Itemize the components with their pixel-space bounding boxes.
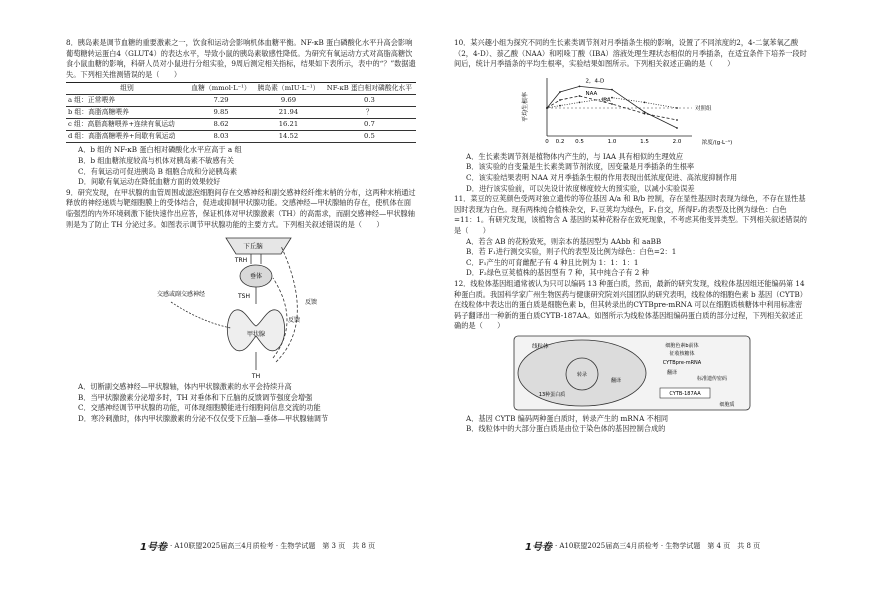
table-cell: 0.7	[323, 119, 416, 131]
q9-stem: 9．研究发现，在甲状腺的血管周围或滤泡细胞间存在交感神经和副交感神经纤维末梢的分布，这两种末梢通过释放的神经递质与靶细胞膜上的受体结合，促进或抑制甲状腺功能。交感神经—甲状腺轴的存在，使机体在面临强烈的内外环境刺激下能快速作出应答，保证机体对甲状腺激素（TH）的高需求，而副交感神经—甲状腺轴则是为了防止 TH 分泌过多。如图表示调节甲状腺功能的主要方式。下列相关叙述错误的是（ ）	[66, 187, 416, 229]
q9-option-a: A．切断副交感神经—甲状腺轴，体内甲状腺激素的水平会持续升高	[78, 382, 292, 392]
th-label: TH	[251, 373, 261, 381]
table-cell: d 组：高脂高糖喂养+间歇有氧运动	[66, 131, 188, 143]
table-cell: 9.85	[188, 107, 254, 119]
q12-option-a: A．基因 CYTB 编码两种蛋白质时，转录产生的 mRNA 不相同	[466, 413, 669, 423]
q10-option-a: A．生长素类调节剂是植物体内产生的，与 IAA 具有相似的生理效应	[466, 151, 684, 161]
q10-option-b: B．该实验的自变量是生长素类调节剂浓度，因变量是月季插条的生根率	[466, 162, 695, 172]
mitochondria-diagram	[512, 334, 752, 412]
table-cell: ？	[323, 107, 416, 119]
ribosome-label: 征收核糖体	[668, 350, 695, 357]
data-point	[578, 85, 580, 87]
table-cell: 0.3	[323, 95, 416, 107]
q11-stem: 11．菜豆的豆荚颜色受两对独立遗传的等位基因 A/a 和 B/b 控制，存在显性基因时表现为绿色，不存在显性基因时表现为白色。现有两株纯合植株杂交，F₁豆荚均为绿色，F₁自交，所得F₂的表型及比例为绿色：白色=11：1。有研究发现，该植物含 A 基因的某种花粉存在致死现象，不考虑其他变异类型。下列相关叙述错误的是（ ）	[454, 194, 807, 235]
table-cell: 16.21	[254, 119, 323, 131]
thyroid-axis-diagram	[141, 232, 341, 380]
data-point	[559, 99, 561, 101]
q11-option-b: B．若 F₁进行测交实验，则子代的表型及比例为绿色：白色=2：1	[466, 247, 677, 257]
data-point	[578, 101, 580, 103]
table-row	[66, 131, 416, 143]
logo: 1号卷	[525, 542, 552, 553]
table-cell: 8.03	[188, 131, 254, 143]
table-cell: 21.94	[254, 107, 323, 119]
table-cell: a 组：正常喂养	[66, 95, 188, 107]
logo: 1号卷	[140, 542, 167, 553]
q10-stem: 10．某兴趣小组为探究不同的生长素类调节剂对月季插条生根的影响，设置了不同浓度的2，4-二氯苯氧乙酸（2，4-D）、萘乙酸（NAA）和吲哚丁酸（IBA）溶液处理生理状态相似的月季插条，在适宜条件下培养一段时间后，统计月季插条的平均生根率，实验结果如图所示。下列相关叙述正确的是（ ）	[454, 38, 807, 69]
pre-mrna-label: CYTBpre-mRNA	[662, 359, 701, 366]
table-cell: b 组：高脂高糖喂养	[66, 107, 188, 119]
data-point	[611, 96, 613, 98]
nerve-line	[171, 302, 231, 328]
series-label: IBA	[601, 97, 611, 104]
nerve-label: 交感或副交感神经	[156, 291, 206, 299]
q8-option-d: D．间歇有氧运动在降低血糖方面的效果较好	[78, 177, 221, 187]
code-label: 标准遗传密码	[696, 375, 727, 382]
pituitary-label: 垂体	[249, 273, 263, 281]
q8-header-cell: 组别	[66, 83, 188, 95]
q8-header-cell: 胰岛素（mIU·L⁻¹）	[254, 83, 323, 95]
q10-option-c: C．该实验结果表明 NAA 对月季插条生根的作用表现出低浓度促进、高浓度抑制作用	[466, 172, 738, 182]
series-line	[547, 86, 677, 128]
right-footer	[525, 538, 760, 553]
cytoplasm-label: 细胞质	[718, 401, 735, 408]
question-12	[454, 279, 809, 435]
data-point	[546, 107, 548, 109]
table-cell: 8.62	[188, 119, 254, 131]
q8-option-c: C．有氧运动可促进胰岛 B 细胞合成和分泌胰岛素	[78, 166, 238, 176]
q9-figure	[141, 232, 341, 380]
q8-option-a: A．b 组的 NF-κB 蛋白相对磷酸化水平应高于 a 组	[78, 145, 242, 155]
cyto-label: 细胞色素b前体	[664, 342, 699, 349]
y-axis-label: 平均生根率	[521, 91, 529, 122]
trh-label: TRH	[234, 257, 248, 265]
tsh-label: TSH	[238, 293, 250, 301]
data-point	[643, 101, 645, 103]
q10-figure	[517, 72, 747, 150]
series-line	[547, 97, 677, 107]
footer-text: · A10联盟2025届高三4月质检考 · 生物学试题 第 3 页 共 8 页	[169, 541, 376, 550]
table-cell: 9.69	[254, 95, 323, 107]
table-row	[66, 107, 416, 119]
table-row	[66, 119, 416, 131]
data-point	[676, 119, 678, 121]
q11-option-d: D．F₂绿色豆荚植株的基因型有 7 种，其中纯合子有 2 种	[466, 268, 649, 278]
question-9	[66, 188, 416, 425]
right-page	[435, 0, 870, 591]
gene-label: 13种蛋白质	[538, 391, 565, 398]
right-column	[454, 38, 809, 435]
q8-header-cell: NF-κB 蛋白相对磷酸化水平	[323, 83, 416, 95]
translate-label: 翻译	[610, 377, 621, 384]
data-point	[643, 112, 645, 114]
x-tick-label: 0.5	[574, 138, 584, 145]
x-tick-label: 2.0	[672, 138, 681, 145]
transcribe-label: 转录	[576, 371, 587, 378]
translate-label-2: 翻译	[666, 369, 677, 376]
table-cell: 14.52	[254, 131, 323, 143]
feedback-label: 反馈	[304, 299, 318, 307]
q12-figure	[512, 334, 752, 412]
series-label: 2，4-D	[585, 78, 604, 85]
data-point	[676, 107, 678, 109]
feedback-label-2: 反馈	[287, 317, 301, 325]
table-cell: 7.29	[188, 95, 254, 107]
control-reference-label: 对照组	[694, 105, 712, 112]
x-tick-label: 1.5	[639, 138, 649, 145]
q8-table	[66, 82, 416, 143]
product-label: CYTB-187AA	[668, 390, 701, 397]
data-point	[559, 91, 561, 93]
q8-stem: 8．胰岛素是调节血糖的重要激素之一，饮食和运动会影响机体血糖平衡。NF-κB 蛋白磷酸化水平升高会影响葡萄糖转运蛋白4（GLUT4）的表达水平，导致小鼠的胰岛素敏感性降低。为研究有氧运动方式对高脂高糖饮食小鼠血糖的影响，科研人员对小鼠进行分组实验，9周后测定相关指标，结果如下表所示，表中的“？”数据遗失。下列相关推测错误的是（ ）	[66, 38, 416, 79]
mito-label: 线粒体	[531, 343, 549, 350]
footer-text: · A10联盟2025届高三4月质检考 · 生物学试题 第 4 页 共 8 页	[554, 541, 761, 550]
left-column	[66, 38, 416, 425]
data-point	[559, 104, 561, 106]
q9-option-b: B．当甲状腺激素分泌增多时，TH 对垂体和下丘脑的反馈调节强度会增强	[78, 392, 313, 402]
data-point	[611, 88, 613, 90]
question-10	[454, 38, 809, 194]
table-cell: c 组：高脂高糖喂养+连续有氧运动	[66, 119, 188, 131]
x-tick-label: 0	[544, 138, 549, 145]
data-point	[676, 127, 678, 129]
data-point	[611, 103, 613, 105]
question-11	[454, 194, 809, 279]
table-cell: 0.5	[323, 131, 416, 143]
q12-option-b: B．线粒体中的大部分蛋白质是由位于染色体的基因控制合成的	[466, 424, 666, 434]
stalk-lines	[251, 254, 261, 264]
x-axis-label: 浓度/(g·L⁻¹)	[701, 139, 732, 146]
thyroid-label: 甲状腺	[246, 331, 266, 339]
data-point	[643, 111, 645, 113]
q9-option-d: D．寒冷刺激时，体内甲状腺激素的分泌不仅仅受下丘脑—垂体—甲状腺轴调节	[78, 413, 329, 423]
x-tick-label: 0.2	[555, 138, 564, 145]
q8-table-header	[66, 83, 416, 95]
x-tick-label: 1.0	[607, 138, 616, 145]
left-footer	[140, 538, 375, 553]
q12-stem: 12．线粒体基因组通常被认为只可以编码 13 种蛋白质，然而，最新的研究发现，线粒体基因组还能编码第 14 种蛋白质。我国科学家广州生物医药与健康研究院刘兴国团队的研究表明，线粒体的细胞色素 b 基因（CYTB）在线粒体中表达出的蛋白质是细胞色素 b，但其转录出的CYTBpre-mRNA 可以在细胞质核糖体中利用标准密码子翻译出一种新的蛋白质CYTB-187AA。如图所示为线粒体基因组编码蛋白质的部分过程，下列相关叙述正确的是（ ）	[454, 278, 807, 331]
q8-header-cell: 血糖（mmol·L⁻¹）	[188, 83, 254, 95]
table-row	[66, 95, 416, 107]
q11-option-c: C．F₁产生的可育雌配子有 4 种且比例为 1：1：1：1	[466, 257, 639, 267]
hypothalamus-label: 下丘脑	[243, 242, 263, 251]
question-8	[66, 38, 416, 188]
q10-option-d: D．进行该实验前，可以先设计浓度梯度较大的预实验，以减小实验误差	[466, 183, 695, 193]
series-label: NAA	[585, 90, 597, 97]
series-group	[546, 78, 678, 128]
q9-option-c: C．交感神经调节甲状腺的功能，可体现细胞膜能进行细胞间信息交流的功能	[78, 403, 321, 413]
rooting-rate-chart	[517, 72, 747, 150]
data-point	[578, 95, 580, 97]
q11-option-a: A．若含 AB 的花粉致死，则亲本的基因型为 AAbb 和 aaBB	[466, 236, 662, 246]
x-tick-group	[545, 139, 682, 145]
q8-option-b: B．b 组血糖浓度较高与机体对胰岛素不敏感有关	[78, 155, 234, 165]
